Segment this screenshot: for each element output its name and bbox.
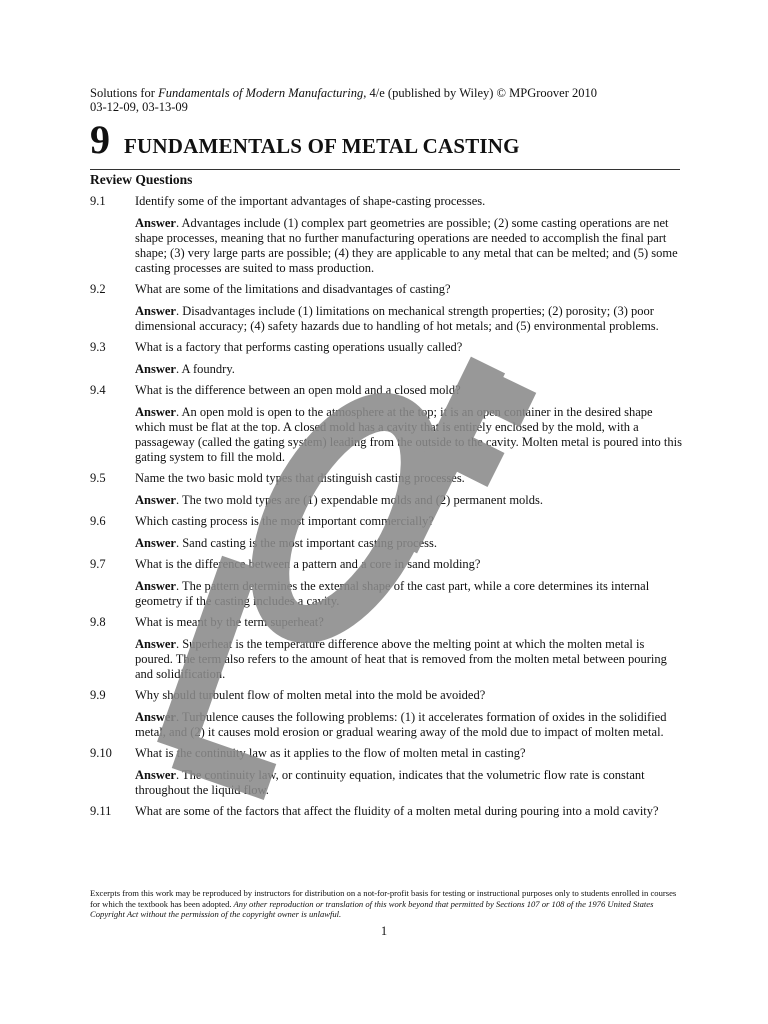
question [90,746,682,761]
question-text: What is meant by the term superheat? [135,615,324,629]
answer-label: Answer [135,579,176,593]
question-text: Why should turbulent flow of molten metal into the mold be avoided? [135,688,486,702]
question-number: 9.9 [90,688,106,702]
chapter-number: 9 [90,117,110,162]
question-list [90,194,682,826]
answer-text: . The pattern determines the external shape of the cast part, while a core determines its internal geometry if the casting includes a cavity. [135,579,650,608]
question-text: What are some of the factors that affect the fluidity of a molten metal during pouring into a mold cavity? [135,804,659,818]
answer-text: . Advantages include (1) complex part geometries are possible; (2) some casting operations are net shape processes, meaning that no further manufacturing operations are needed to accomplish the final part shape; (3) very large parts are possible; (4) they are applicable to any metal that can be melted; and (5) some casting processes are suited to mass production. [135,216,678,275]
answer [135,304,682,334]
answer-text: . The continuity law, or continuity equation, indicates that the volumetric flow rate is constant throughout the liquid flow. [135,768,645,797]
heading-divider [90,169,680,170]
answer-text: . A foundry. [175,362,235,376]
question-text: Identify some of the important advantages of shape-casting processes. [135,194,486,208]
question-number: 9.6 [90,514,106,528]
answer-label: Answer [135,405,176,419]
answer-label: Answer [135,637,176,651]
answer-label: Answer [135,304,176,318]
question-text: Name the two basic mold types that distinguish casting processes. [135,471,465,485]
question [90,282,682,297]
answer [135,579,682,609]
answer-label: Answer [135,536,176,550]
header-citation: Solutions for Fundamentals of Modern Manufacturing, 4/e (published by Wiley) © MPGroover 2010 [90,86,597,100]
section-title: Review Questions [90,172,193,187]
question-text: What is the continuity law as it applies to the flow of molten metal in casting? [135,746,526,760]
question-number: 9.5 [90,471,106,485]
question [90,194,682,209]
page-number: 1 [380,924,388,938]
question-text: What is a factory that performs casting operations usually called? [135,340,463,354]
question-number: 9.1 [90,194,106,208]
answer [135,536,682,551]
question [90,804,682,819]
copyright-footer: Excerpts from this work may be reproduced by instructors for distribution on a not-for-profit basis for testing or instructional purposes only to students enrolled in courses for which the textbook has been adopted. Any other reproduction or translation of this work beyond that permitted by Sections 107 or 108 of the 1976 United States Copyright Act without the permission of the copyright owner is unlawful. [90,888,677,919]
answer-text: . Superheat is the temperature difference above the melting point at which the molten metal is poured. The term also refers to the amount of heat that is removed from the molten metal between pouring and solidification. [135,637,667,681]
answer [135,216,682,276]
question-number: 9.3 [90,340,106,354]
answer [135,362,682,377]
question-text: Which casting process is the most important commercially? [135,514,434,528]
answer-label: Answer [135,216,176,230]
question-number: 9.10 [90,746,112,760]
answer-text: . Turbulence causes the following problems: (1) it accelerates formation of oxides in the solidified metal, and (2) it causes mold erosion or gradual wearing away of the mold due to impact of molten metal. [135,710,667,739]
header-dates: 03-12-09, 03-13-09 [90,100,188,114]
question-number: 9.4 [90,383,106,397]
question [90,340,682,355]
answer [135,768,682,798]
question-number: 9.8 [90,615,106,629]
answer [135,710,682,740]
answer-label: Answer [135,768,176,782]
question-text: What is the difference between an open mold and a closed mold? [135,383,461,397]
answer-text: . An open mold is open to the atmosphere at the top; it is an open container in the desired shape which must be flat at the top. A closed mold has a cavity that is entirely enclosed by the mold, with a passageway (called the gating system) leading from the outside to the cavity. Molten metal is poured into this gating system to fill the mold. [135,405,682,464]
answer-label: Answer [135,362,176,376]
answer [135,637,682,682]
chapter-title: FUNDAMENTALS OF METAL CASTING [124,134,520,158]
answer-text: . Sand casting is the most important casting process. [175,536,438,550]
answer-text: . Disadvantages include (1) limitations on mechanical strength properties; (2) porosity; (3) poor dimensional accuracy; (4) safety hazards due to handling of hot metals; and (5) environmental problems. [135,304,659,333]
chapter-heading [90,115,520,165]
answer [135,493,682,508]
answer-label: Answer [135,710,176,724]
answer-text: . The two mold types are (1) expendable molds and (2) permanent molds. [175,493,544,507]
book-title: Fundamentals of Modern Manufacturing [158,86,364,100]
question-number: 9.2 [90,282,106,296]
question-text: What are some of the limitations and disadvantages of casting? [135,282,451,296]
question [90,688,682,703]
question-number: 9.7 [90,557,106,571]
question [90,514,682,529]
answer [135,405,682,465]
answer-label: Answer [135,493,176,507]
question-number: 9.11 [90,804,112,818]
question [90,557,682,572]
question-text: What is the difference between a pattern and a core in sand molding? [135,557,481,571]
question [90,615,682,630]
question [90,383,682,398]
question [90,471,682,486]
